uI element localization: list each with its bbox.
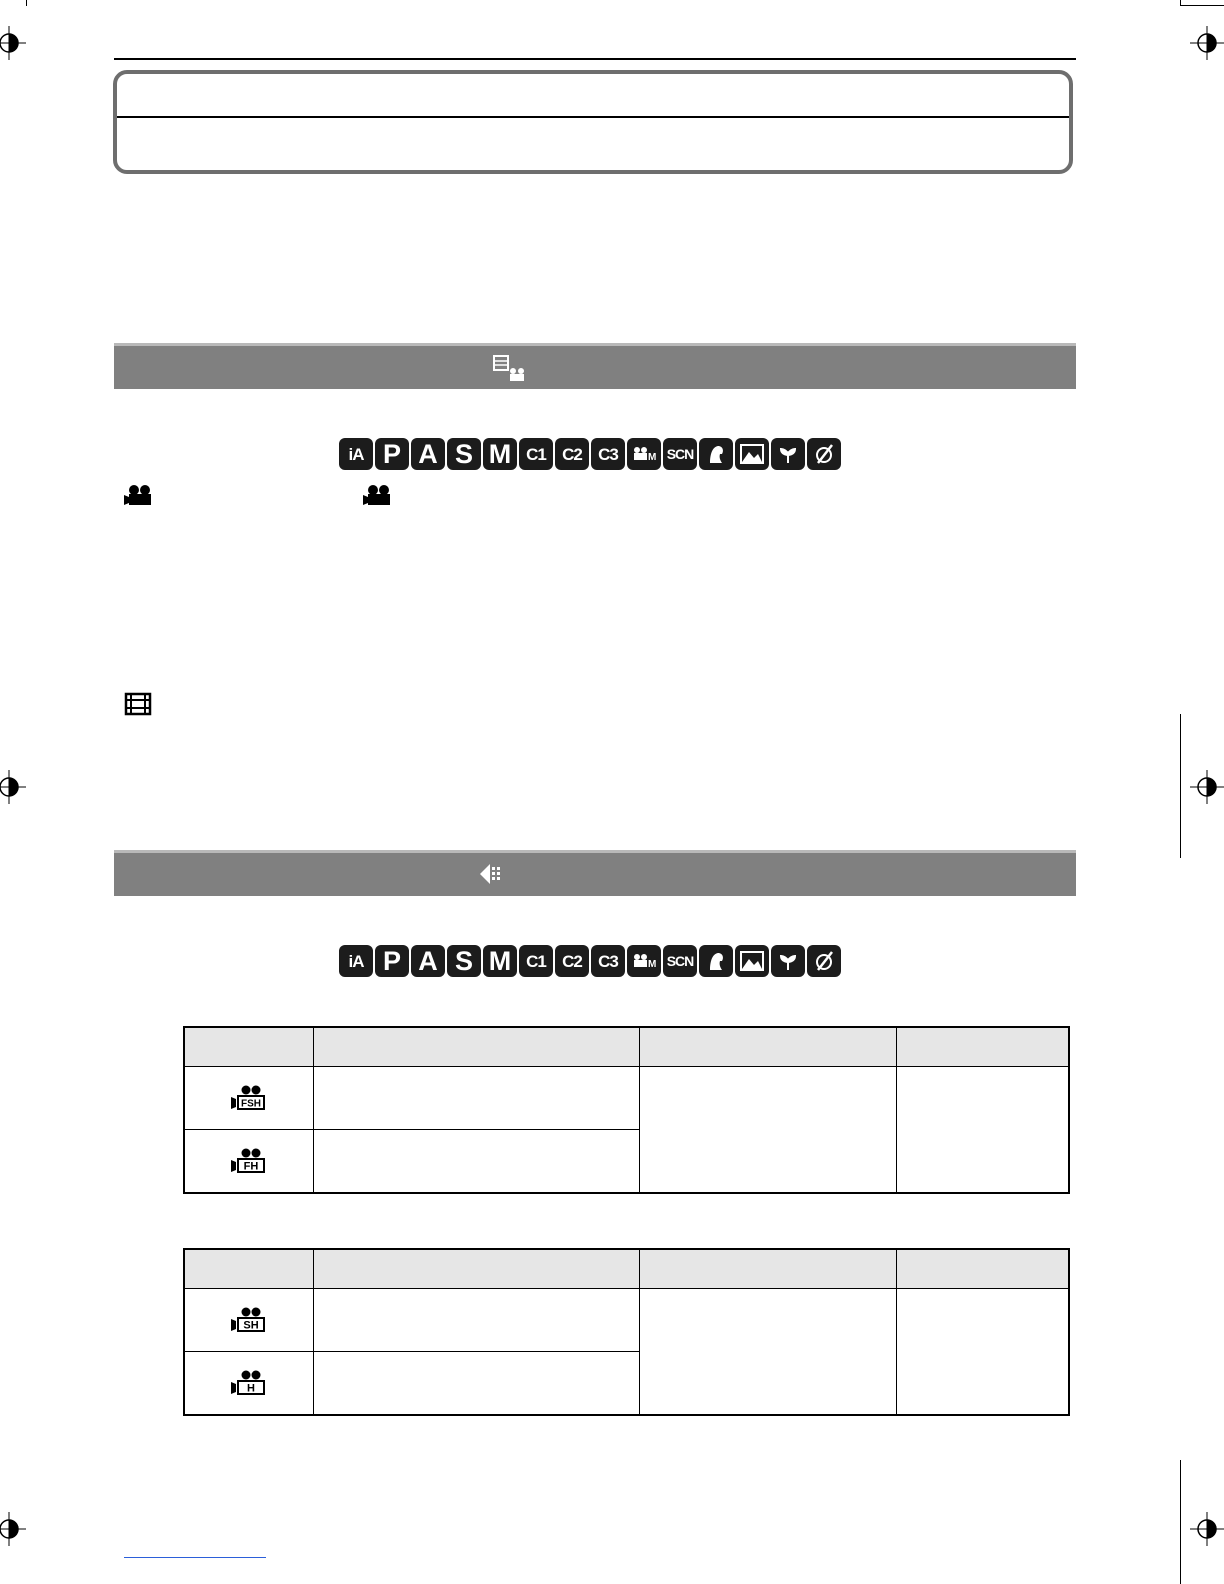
table-row xyxy=(184,1067,1069,1130)
mode-creative-icon xyxy=(807,438,841,470)
mode-scenery-icon xyxy=(735,945,769,977)
table-cell xyxy=(896,1289,1069,1416)
quality-fh-icon xyxy=(231,1148,267,1174)
table-cell-icon xyxy=(184,1130,313,1194)
table-header-cell xyxy=(896,1027,1069,1067)
mode-p-icon: P xyxy=(375,438,409,470)
available-modes-row xyxy=(339,438,841,470)
quality-sh-icon xyxy=(231,1307,267,1333)
motion-picture-icon xyxy=(363,484,393,506)
rec-quality-icon xyxy=(478,861,504,887)
mode-c1-icon: C1 xyxy=(519,945,553,977)
registration-mark-icon xyxy=(0,1512,26,1546)
mode-a-icon: A xyxy=(411,438,445,470)
table-cell xyxy=(313,1067,639,1130)
svg-text:H: H xyxy=(246,1382,255,1395)
svg-text:M: M xyxy=(648,452,657,463)
mode-c2-icon: C2 xyxy=(555,945,589,977)
table-header-cell xyxy=(639,1027,896,1067)
mode-ia-icon: iA xyxy=(339,945,373,977)
crop-line-top-left xyxy=(26,0,27,6)
motion-picture-icon xyxy=(124,484,154,506)
mode-portrait-icon xyxy=(699,945,733,977)
crop-line-right-bottom xyxy=(1180,1460,1181,1584)
mode-c2-icon: C2 xyxy=(555,438,589,470)
table-header-row xyxy=(184,1027,1069,1067)
table-cell xyxy=(313,1352,639,1416)
table-cell xyxy=(639,1067,896,1194)
mode-c1-icon: C1 xyxy=(519,438,553,470)
table-cell xyxy=(639,1289,896,1416)
quality-h-icon xyxy=(231,1370,267,1396)
rec-mode-icon xyxy=(493,354,527,382)
mode-movie-m-icon xyxy=(627,945,661,977)
svg-text:FSH: FSH xyxy=(240,1098,261,1110)
crop-line-right-mid xyxy=(1180,714,1181,858)
mode-creative-icon xyxy=(807,945,841,977)
mode-close-up-icon xyxy=(771,945,805,977)
quality-table-2 xyxy=(183,1248,1070,1416)
table-header-cell xyxy=(313,1027,639,1067)
mode-a-icon: A xyxy=(411,945,445,977)
table-header-cell xyxy=(184,1249,313,1289)
table-cell-icon xyxy=(184,1067,313,1130)
svg-text:M: M xyxy=(648,959,657,970)
mode-scn-icon: SCN xyxy=(663,945,697,977)
mode-m-icon: M xyxy=(483,438,517,470)
footer-link-underline[interactable] xyxy=(124,1557,266,1558)
table-header-row xyxy=(184,1249,1069,1289)
mode-close-up-icon xyxy=(771,438,805,470)
mode-scn-icon: SCN xyxy=(663,438,697,470)
table-header-cell xyxy=(896,1249,1069,1289)
mode-scenery-icon xyxy=(735,438,769,470)
section-bar-rec-quality xyxy=(114,850,1076,896)
mode-s-icon: S xyxy=(447,438,481,470)
registration-mark-icon xyxy=(1190,770,1224,804)
mode-p-icon: P xyxy=(375,945,409,977)
mode-s-icon: S xyxy=(447,945,481,977)
title-box-divider xyxy=(117,116,1069,118)
table-cell-icon xyxy=(184,1289,313,1352)
crop-line-top-right-h xyxy=(1180,5,1224,6)
mode-ia-icon: iA xyxy=(339,438,373,470)
mode-m-icon: M xyxy=(483,945,517,977)
available-modes-row xyxy=(339,945,841,977)
mode-portrait-icon xyxy=(699,438,733,470)
table-cell-icon xyxy=(184,1352,313,1416)
registration-mark-icon xyxy=(1190,1512,1224,1546)
section-bar-recording-mode xyxy=(114,343,1076,389)
film-icon xyxy=(124,692,152,716)
svg-text:FH: FH xyxy=(243,1160,259,1173)
table-cell xyxy=(313,1289,639,1352)
mode-c3-icon: C3 xyxy=(591,438,625,470)
table-header-cell xyxy=(313,1249,639,1289)
table-cell xyxy=(896,1067,1069,1194)
quality-fsh-icon xyxy=(231,1085,267,1111)
mode-c3-icon: C3 xyxy=(591,945,625,977)
registration-mark-icon xyxy=(1190,26,1224,60)
chapter-title-box xyxy=(113,70,1073,174)
table-header-cell xyxy=(184,1027,313,1067)
registration-mark-icon xyxy=(0,770,26,804)
table-cell xyxy=(313,1130,639,1194)
table-row xyxy=(184,1289,1069,1352)
header-rule xyxy=(114,58,1076,60)
svg-text:SH: SH xyxy=(243,1319,259,1332)
quality-table-1 xyxy=(183,1026,1070,1194)
table-header-cell xyxy=(639,1249,896,1289)
registration-mark-icon xyxy=(0,26,26,60)
mode-movie-m-icon xyxy=(627,438,661,470)
